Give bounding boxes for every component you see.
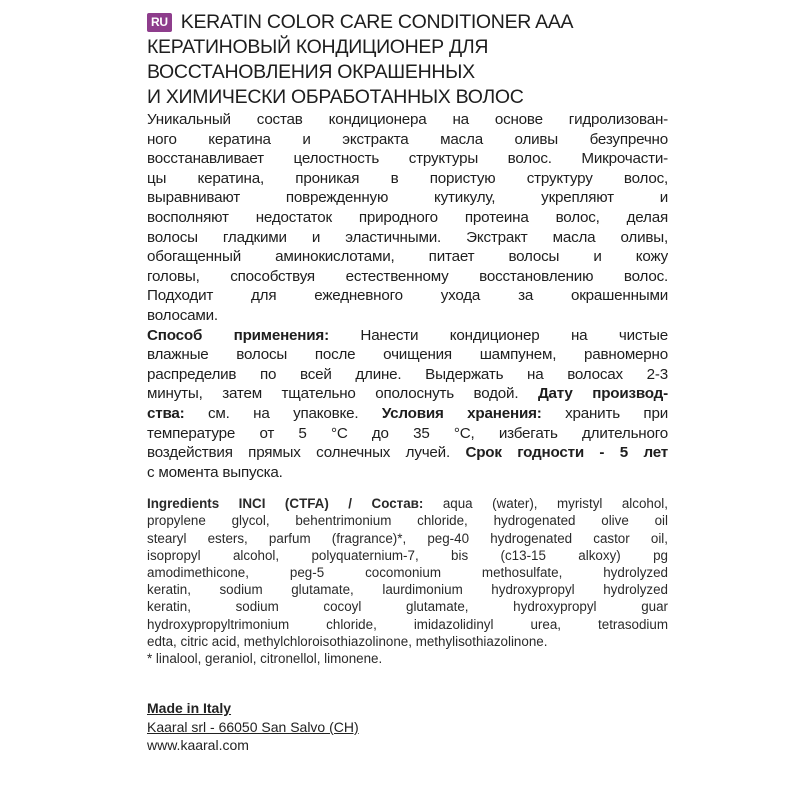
text-segment: Подходит для ежедневного ухода за окрашенными [147, 287, 668, 305]
bold-label: Дату производ- [537, 385, 668, 403]
text-line [147, 633, 668, 650]
text-segment: keratin, sodium glutamate, laurdimonium hydroxypropyl hydrolyzed [147, 582, 668, 598]
text-line [147, 326, 668, 346]
text-line [147, 650, 668, 667]
text-line [147, 424, 668, 444]
text-line [147, 384, 668, 404]
text-line [147, 345, 668, 365]
text-line [147, 404, 668, 424]
text-line [147, 463, 668, 483]
text-segment: isopropyl alcohol, polyquaternium-7, bis (c13-15 alkoxy) pg [147, 547, 668, 563]
product-title-ru-line: ВОССТАНОВЛЕНИЯ ОКРАШЕННЫХ [147, 61, 475, 83]
text-segment: ного кератина и экстракта масла оливы безупречно [147, 130, 668, 148]
text-line [147, 365, 668, 385]
text-segment: температуре от 5 °C до 35 °C, избегать длительного [147, 424, 668, 442]
text-segment: воздействия прямых солнечных лучей. [147, 444, 466, 462]
text-line [147, 247, 668, 267]
text-segment: Нанести кондиционер на чистые [328, 326, 668, 344]
text-line [147, 188, 668, 208]
text-segment: amodimethicone, peg-5 cocomonium methosulfate, hydrolyzed [147, 565, 668, 581]
text-line [147, 530, 668, 547]
product-title-ru-line: И ХИМИЧЕСКИ ОБРАБОТАННЫХ ВОЛОС [147, 86, 524, 108]
text-line [147, 512, 668, 529]
ingredients-paragraph [147, 495, 668, 667]
text-line [147, 208, 668, 228]
text-segment: хранить при [541, 404, 668, 422]
text-line [147, 130, 668, 150]
product-title-ru-line: КЕРАТИНОВЫЙ КОНДИЦИОНЕР ДЛЯ [147, 36, 489, 58]
text-line [147, 149, 668, 169]
text-line [147, 598, 668, 615]
manufacturer-address: Kaaral srl - 66050 San Salvo (CH) [147, 718, 359, 735]
title-row [147, 10, 668, 35]
text-line [147, 616, 668, 633]
text-segment: keratin, sodium cocoyl glutamate, hydroxypropyl guar [147, 599, 668, 615]
bold-label: Срок годности - 5 лет [465, 444, 668, 462]
text-segment: восполняют недостаток природного протеина волос, делая [147, 208, 668, 226]
text-segment: обогащенный аминокислотами, питает волосы и кожу [147, 248, 668, 266]
website-link[interactable]: www.kaaral.com [147, 737, 249, 754]
product-title-en: KERATIN COLOR CARE CONDITIONER AAA [180, 11, 574, 33]
made-in-text: Made in Italy [147, 700, 232, 717]
text-segment: stearyl esters, parfum (fragrance)*, peg-40 hydrogenated castor oil, [147, 530, 668, 546]
text-segment: головы, способствуя естественному восстановлению волос. [147, 267, 668, 285]
text-segment: * linalool, geraniol, citronellol, limonene. [147, 650, 383, 666]
text-line [147, 547, 668, 564]
text-segment: восстанавливает целостность структуры волос. Микрочасти- [147, 150, 668, 168]
usage-paragraph [147, 326, 668, 483]
text-line [147, 267, 668, 287]
text-segment: propylene glycol, behentrimonium chloride, hydrogenated olive oil [147, 513, 668, 529]
product-label [147, 10, 668, 755]
text-line [147, 581, 668, 598]
text-segment: выравнивают поврежденную кутикулу, укрепляют и [147, 189, 668, 207]
text-line [147, 228, 668, 248]
bold-label: ства: [147, 404, 185, 422]
language-badge: RU [147, 13, 172, 32]
description-paragraph [147, 110, 668, 326]
bold-label: Условия хранения: [381, 404, 542, 422]
footer [147, 699, 668, 755]
text-segment: распределив по всей длине. Выдержать на волосах 2-3 [147, 365, 668, 383]
text-segment: волосами. [147, 306, 218, 324]
text-line [147, 286, 668, 306]
text-line [147, 564, 668, 581]
bold-label: Ingredients INCI (CTFA) / Состав: [147, 496, 424, 512]
text-segment: с момента выпуска. [147, 463, 283, 481]
text-line [147, 169, 668, 189]
text-line [147, 306, 668, 326]
text-segment: см. на упаковке. [184, 404, 382, 422]
text-line [147, 110, 668, 130]
text-segment: влажные волосы после очищения шампунем, равномерно [147, 346, 668, 364]
text-segment: hydroxypropyltrimonium chloride, imidazolidinyl urea, tetrasodium [147, 616, 668, 632]
text-segment: минуты, затем тщательно ополоснуть водой. [147, 385, 538, 403]
text-segment: волосы гладкими и эластичными. Экстракт масла оливы, [147, 228, 668, 246]
text-line [147, 443, 668, 463]
text-segment: edta, citric acid, methylchloroisothiazolinone, methylisothiazolinone. [147, 633, 548, 649]
bold-label: Способ применения: [147, 326, 329, 344]
text-segment: Уникальный состав кондиционера на основе гидролизован- [147, 111, 668, 128]
text-line [147, 495, 668, 512]
text-segment: цы кератина, проникая в пористую структуру волос, [147, 169, 668, 187]
text-segment: aqua (water), myristyl alcohol, [423, 496, 668, 512]
